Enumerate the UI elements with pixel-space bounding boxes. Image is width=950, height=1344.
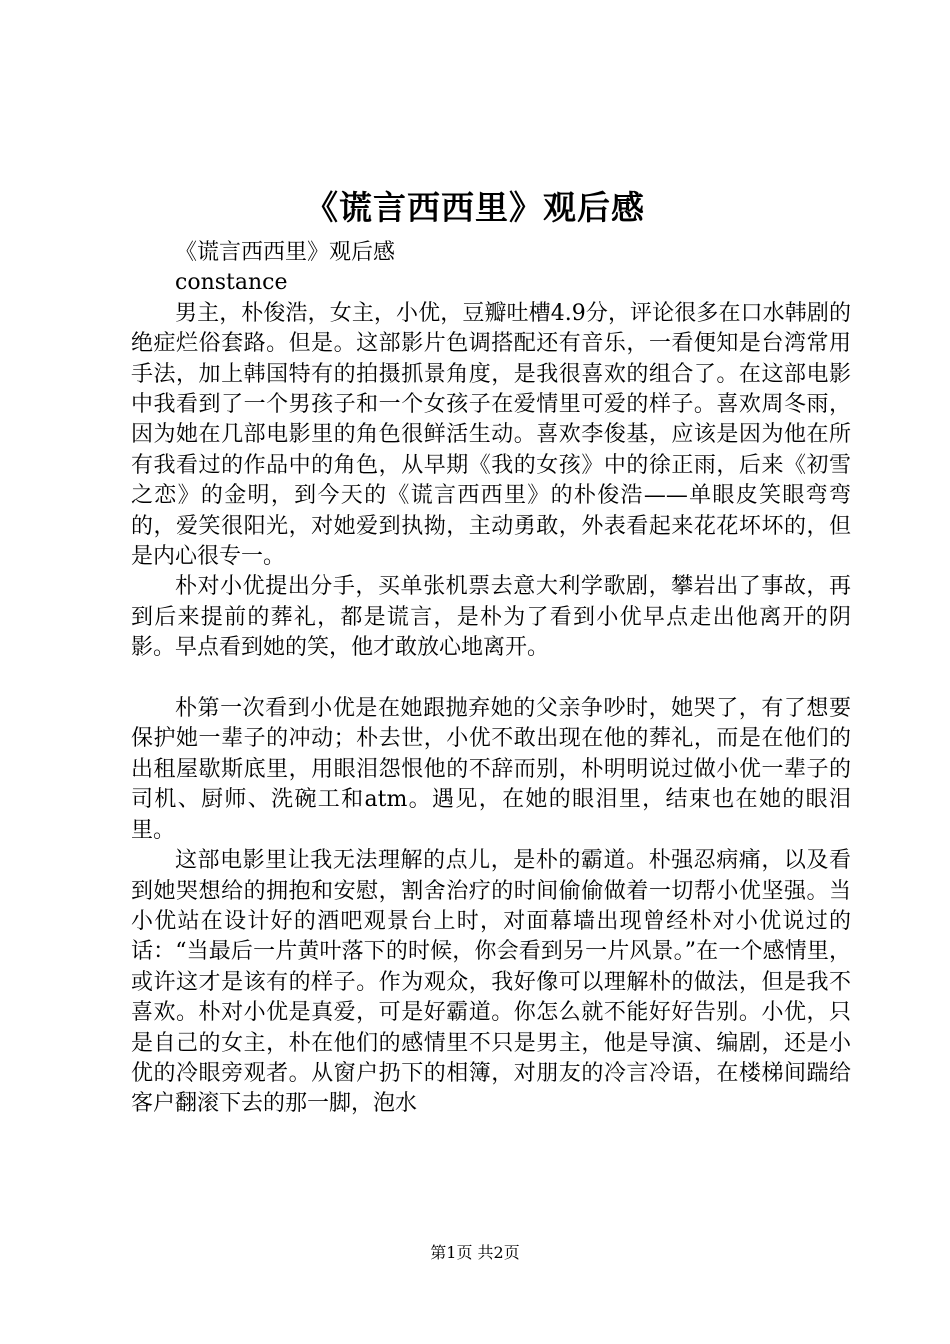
author-line: constance [175,270,288,296]
document-title: 《谎言西西里》观后感 [305,188,645,227]
blank-line [131,664,851,694]
subtitle-line: 《谎言西西里》观后感 [175,240,396,265]
page-number-footer: 第1页 共2页 [430,1243,520,1262]
paragraph-1: 男主，朴俊浩，女主，小优，豆瓣吐槽4.9分，评论很多在口水韩剧的绝症烂俗套路。但是。这部影片色调搭配还有音乐，一看便知是台湾常用手法，加上韩国特有的拍摄抓景角度，是我很喜欢的组合了。在这部电影中我看到了一个男孩子和一个女孩子在爱情里可爱的样子。喜欢周冬雨，因为她在几部电影里的角色很鲜活生动。喜欢李俊基，应该是因为他在所有我看过的作品中的角色，从早期《我的女孩》中的徐正雨，后来《初雪之恋》的金明，到今天的《谎言西西里》的朴俊浩——单眼皮笑眼弯弯的，爱笑很阳光，对她爱到执拗，主动勇敢，外表看起来花花坏坏的，但是内心很专一。 [131,300,851,570]
paragraph-2: 朴对小优提出分手，买单张机票去意大利学歌剧，攀岩出了事故，再到后来提前的葬礼，都是谎言，是朴为了看到小优早点走出他离开的阴影。早点看到她的笑，他才敢放心地离开。 [131,574,851,661]
document-body [131,238,851,1120]
paragraph-4: 这部电影里让我无法理解的点儿，是朴的霸道。朴强忍病痛，以及看到她哭想给的拥抱和安慰，割舍治疗的时间偷偷做着一切帮小优坚强。当小优站在设计好的酒吧观景台上时，对面幕墙出现曾经朴对小优说过的话：“当最后一片黄叶落下的时候，你会看到另一片风景。”在一个感情里，或许这才是该有的样子。作为观众，我好像可以理解朴的做法，但是我不喜欢。朴对小优是真爱，可是好霸道。你怎么就不能好好告别。小优，只是自己的女主，朴在他们的感情里不只是男主，他是导演、编剧，还是小优的冷眼旁观者。从窗户扔下的相簿，对朋友的冷言冷语，在楼梯间踹给客户翻滚下去的那一脚，泡水 [131,848,851,1117]
paragraph-3: 朴第一次看到小优是在她跟抛弃她的父亲争吵时，她哭了，有了想要保护她一辈子的冲动；朴去世，小优不敢出现在他的葬礼，而是在他们的出租屋歇斯底里，用眼泪怨恨他的不辞而别，朴明明说过做小优一辈子的司机、厨师、洗碗工和atm。遇见，在她的眼泪里，结束也在她的眼泪里。 [131,696,851,843]
